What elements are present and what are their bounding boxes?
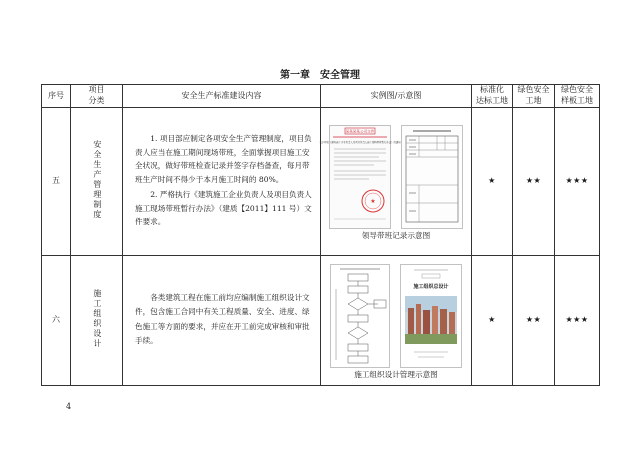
header-example: 实例图/示意图 bbox=[321, 85, 472, 108]
svg-text:施工组织总设计: 施工组织总设计 bbox=[413, 284, 449, 291]
safety-standard-table bbox=[41, 84, 600, 386]
svg-text:关于印发《建筑施工企业负责人及项目负责人施工现场带班暂行办法: 关于印发《建筑施工企业负责人及项目负责人施工现场带班暂行办法》的通知 bbox=[319, 141, 401, 145]
image-caption: 施工组织设计管理示意图 bbox=[354, 370, 438, 380]
flowchart-image bbox=[330, 264, 390, 368]
row-category: 施工组织设计 bbox=[71, 256, 123, 386]
chapter-title: 第一章 安全管理 bbox=[280, 70, 360, 81]
row-content bbox=[123, 108, 321, 256]
standard-rating: ★ bbox=[472, 256, 513, 386]
header-standard: 标准化 达标工地 bbox=[472, 85, 513, 108]
content-paragraph: 各类建筑工程在施工前均应编制施工组织设计文件，包含施工合同中有关工程质量、安全、进度、绿色施工等方面的要求，并应在开工前完成审核和审批手续。 bbox=[135, 292, 310, 345]
header-content: 安全生产标准建设内容 bbox=[123, 85, 321, 108]
green-rating: ★★ bbox=[513, 256, 555, 386]
header-green: 绿色安全 工地 bbox=[513, 85, 555, 108]
image-caption: 领导带班记录示意图 bbox=[361, 231, 431, 241]
model-rating: ★★★ bbox=[555, 108, 600, 256]
example-cell bbox=[321, 108, 472, 256]
table-row bbox=[42, 108, 600, 256]
model-rating: ★★★ bbox=[555, 256, 600, 386]
green-rating: ★★ bbox=[513, 108, 555, 256]
header-index: 序号 bbox=[42, 85, 71, 108]
content-paragraph: 1. 项目部应制定各项安全生产管理制度，项目负责人应当在施工期间现场带班，全面掌握项目施工安全状况，做好带班检查记录并签字存档备查，每月带班生产时间不得少于本月施工时间的 80%。 bbox=[135, 134, 312, 184]
table-row bbox=[42, 256, 600, 386]
header-category: 项目 分类 bbox=[71, 85, 123, 108]
example-cell bbox=[321, 256, 472, 386]
header-model: 绿色安全 样板工地 bbox=[555, 85, 600, 108]
design-cover-image bbox=[400, 264, 462, 368]
page-number: 4 bbox=[66, 402, 72, 411]
row-category: 安全生产管理制度 bbox=[71, 108, 123, 256]
table-header-row bbox=[42, 85, 600, 108]
svg-text:某某某某公司文件: 某某某某公司文件 bbox=[345, 129, 375, 134]
record-form-image bbox=[401, 125, 463, 229]
row-index: 五 bbox=[42, 108, 71, 256]
row-index: 六 bbox=[42, 256, 71, 386]
content-paragraph: 2. 严格执行《建筑施工企业负责人及项目负责人施工现场带班暂行办法》（建质【2011】111 号）文件要求。 bbox=[135, 190, 312, 227]
svg-text:★: ★ bbox=[370, 198, 376, 206]
document-image bbox=[319, 125, 401, 229]
standard-rating: ★ bbox=[472, 108, 513, 256]
row-content bbox=[123, 256, 321, 386]
